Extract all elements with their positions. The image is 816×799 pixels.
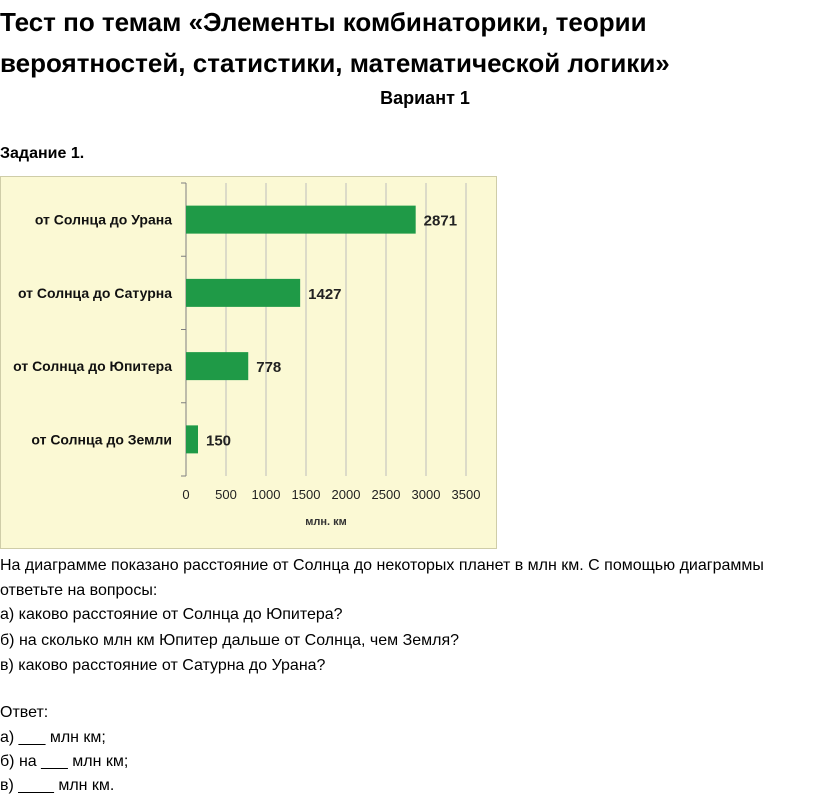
bar: [186, 352, 248, 380]
bar: [186, 279, 300, 307]
bar: [186, 425, 198, 453]
x-tick-label: 1500: [291, 487, 321, 502]
question-c: в) каково расстояние от Сатурна до Урана?: [0, 657, 326, 674]
category-label: от Солнца до Сатурна: [17, 284, 172, 301]
x-tick-label: 500: [215, 487, 237, 502]
data-label: 2871: [423, 212, 458, 230]
x-tick-label: 1000: [251, 487, 281, 502]
bar-chart: [0, 176, 497, 549]
answer-c: в) ____ млн км.: [0, 777, 115, 794]
task-label: Задание 1.: [0, 145, 85, 162]
x-tick-label: 2000: [331, 487, 361, 502]
x-tick-label: 0: [182, 487, 190, 502]
intro-line-2: ответьте на вопросы:: [0, 582, 158, 599]
answer-label: Ответ:: [0, 704, 49, 721]
category-label: от Солнца до Земли: [31, 431, 172, 448]
chart-canvas: [1, 177, 498, 550]
data-label: 778: [256, 359, 282, 377]
data-label: 150: [206, 432, 232, 450]
answer-a: а) ___ млн км;: [0, 729, 106, 746]
answer-b: б) на ___ млн км;: [0, 753, 129, 770]
bar: [186, 206, 416, 234]
x-axis-label: млн. км: [305, 516, 347, 528]
variant-heading: Вариант 1: [380, 88, 470, 108]
x-tick-label: 3000: [411, 487, 441, 502]
question-a: а) каково расстояние от Солнца до Юпитера?: [0, 606, 343, 623]
data-label: 1427: [308, 285, 342, 303]
question-b: б) на сколько млн км Юпитер дальше от Солнца, чем Земля?: [0, 632, 460, 649]
page-title: Тест по темам «Элементы комбинаторики, теории вероятностей, статистики, математической логики»: [0, 7, 670, 78]
intro-line-1: На диаграмме показано расстояние от Солнца до некоторых планет в млн км. С помощью диаграммы: [0, 557, 764, 574]
x-tick-label: 2500: [371, 487, 401, 502]
x-tick-label: 3500: [451, 487, 481, 502]
category-label: от Солнца до Юпитера: [13, 358, 172, 375]
category-label: от Солнца до Урана: [34, 211, 172, 228]
